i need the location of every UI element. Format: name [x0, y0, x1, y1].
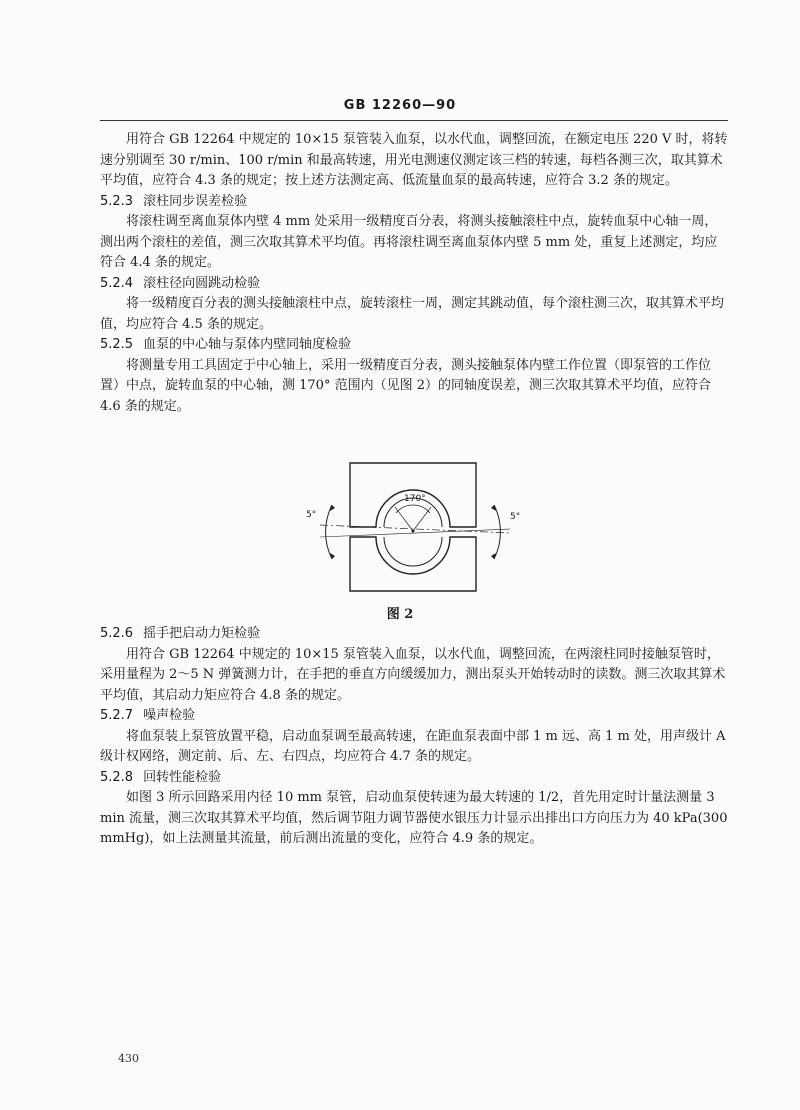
section-number: 5.2.6	[100, 626, 134, 641]
center-line-2	[320, 529, 510, 537]
right-rotation-arrow	[494, 505, 500, 559]
left-rotation-arrow	[326, 505, 332, 559]
figure-caption: 图 2	[386, 607, 414, 622]
center-mark	[412, 530, 415, 533]
angle-arc-170	[396, 505, 430, 513]
section-number: 5.2.5	[100, 337, 134, 352]
section-heading-5-2-5	[100, 335, 728, 356]
page-number: 430	[118, 1052, 139, 1065]
section-heading-5-2-3	[100, 192, 728, 213]
section-body-5-2-7: 将血泵装上泵管放置平稳，启动血泵调至最高转速，在距血泵表面中部 1 m 远、高 1 m 处，用声级计 A 级计权网络，测定前、后、左、右四点，均应符合 4.7 条的规定。	[100, 728, 726, 764]
text-block-upper	[100, 130, 728, 417]
text-block-lower	[100, 624, 728, 850]
header-rule	[100, 120, 728, 121]
section-title: 血泵的中心轴与泵体内壁同轴度检验	[143, 337, 352, 352]
angle-label-left: 5°	[306, 510, 317, 520]
rotor-arc-lower	[384, 537, 442, 566]
section-heading-5-2-7	[100, 706, 728, 727]
section-title: 回转性能检验	[143, 769, 222, 785]
section-heading-5-2-6	[100, 624, 728, 645]
section-body-5-2-8: 如图 3 所示回路采用内径 10 mm 泵管，启动血泵使转速为最大转速的 1/2，首先用定时计量法测量 3 min 流量，测三次取其算术平均值，然后调节阻力调节器使水银压力计显示出排出口方向压力为 40 kPa(300 mmHg)，如上法测量其流量，前后测出流量的变化，应符合 4.9 条的规定。	[100, 790, 728, 846]
section-number: 5.2.7	[100, 708, 134, 723]
section-title: 滚柱同步误差检验	[143, 193, 248, 209]
section-title: 滚柱径向圆跳动检验	[143, 275, 261, 291]
section-body-5-2-3: 将滚柱调至离血泵体内壁 4 mm 处采用一级精度百分表，将测头接触滚柱中点，旋转血泵中心轴一周，测出两个滚柱的差值，测三次取其算术平均值。再将滚柱调至离血泵体内壁 5 mm 处，重复上述测定，均应符合 4.4 条的规定。	[100, 214, 718, 270]
section-heading-5-2-8	[100, 768, 728, 789]
angle-label-right: 5°	[510, 512, 521, 522]
angle-ray-right	[413, 507, 431, 531]
section-body-5-2-6: 用符合 GB 12264 中规定的 10×15 泵管装入血泵，以水代血，调整回流，在两滚柱同时接触泵管时，采用量程为 2～5 N 弹簧测力计，在手把的垂直方向缓缓加力，测出泵头开始转动时的读数。测三次取其算术平均值，其启动力矩应符合 4.8 条的规定。	[100, 646, 726, 703]
center-line	[320, 525, 510, 533]
angle-label-170: 170°	[404, 494, 426, 504]
pump-housing-lower	[350, 537, 476, 591]
page-header: GB 12260—90	[343, 98, 457, 113]
section-title: 噪声检验	[143, 708, 196, 723]
section-number: 5.2.8	[100, 769, 134, 785]
section-title: 摇手把启动力矩检验	[143, 626, 261, 641]
angle-ray-left	[395, 507, 413, 531]
figure-2-diagram	[300, 455, 530, 600]
section-heading-5-2-4	[100, 274, 728, 295]
section-number: 5.2.3	[100, 193, 134, 209]
section-number: 5.2.4	[100, 275, 134, 291]
section-body-5-2-5: 将测量专用工具固定于中心轴上，采用一级精度百分表，测头接触泵体内壁工作位置（即泵管的工作位置）中点，旋转血泵的中心轴，测 170° 范围内（见图 2）的同轴度误差，测三次取其算术平均值，应符合 4.6 条的规定。	[100, 357, 712, 414]
top-paragraph: 用符合 GB 12264 中规定的 10×15 泵管装入血泵，以水代血，调整回流，在额定电压 220 V 时，将转速分别调至 30 r/min、100 r/min 和最高转速，用光电测速仪测定该三档的转速，每档各测三次，取其算术平均值，应符合 4.3 条的规定；按上述方法测定高、低流量血泵的最高转速，应符合 3.2 条的规定。	[100, 132, 728, 188]
section-body-5-2-4: 将一级精度百分表的测头接触滚柱中点，旋转滚柱一周，测定其跳动值，每个滚柱测三次，取其算术平均值，均应符合 4.5 条的规定。	[100, 296, 725, 332]
